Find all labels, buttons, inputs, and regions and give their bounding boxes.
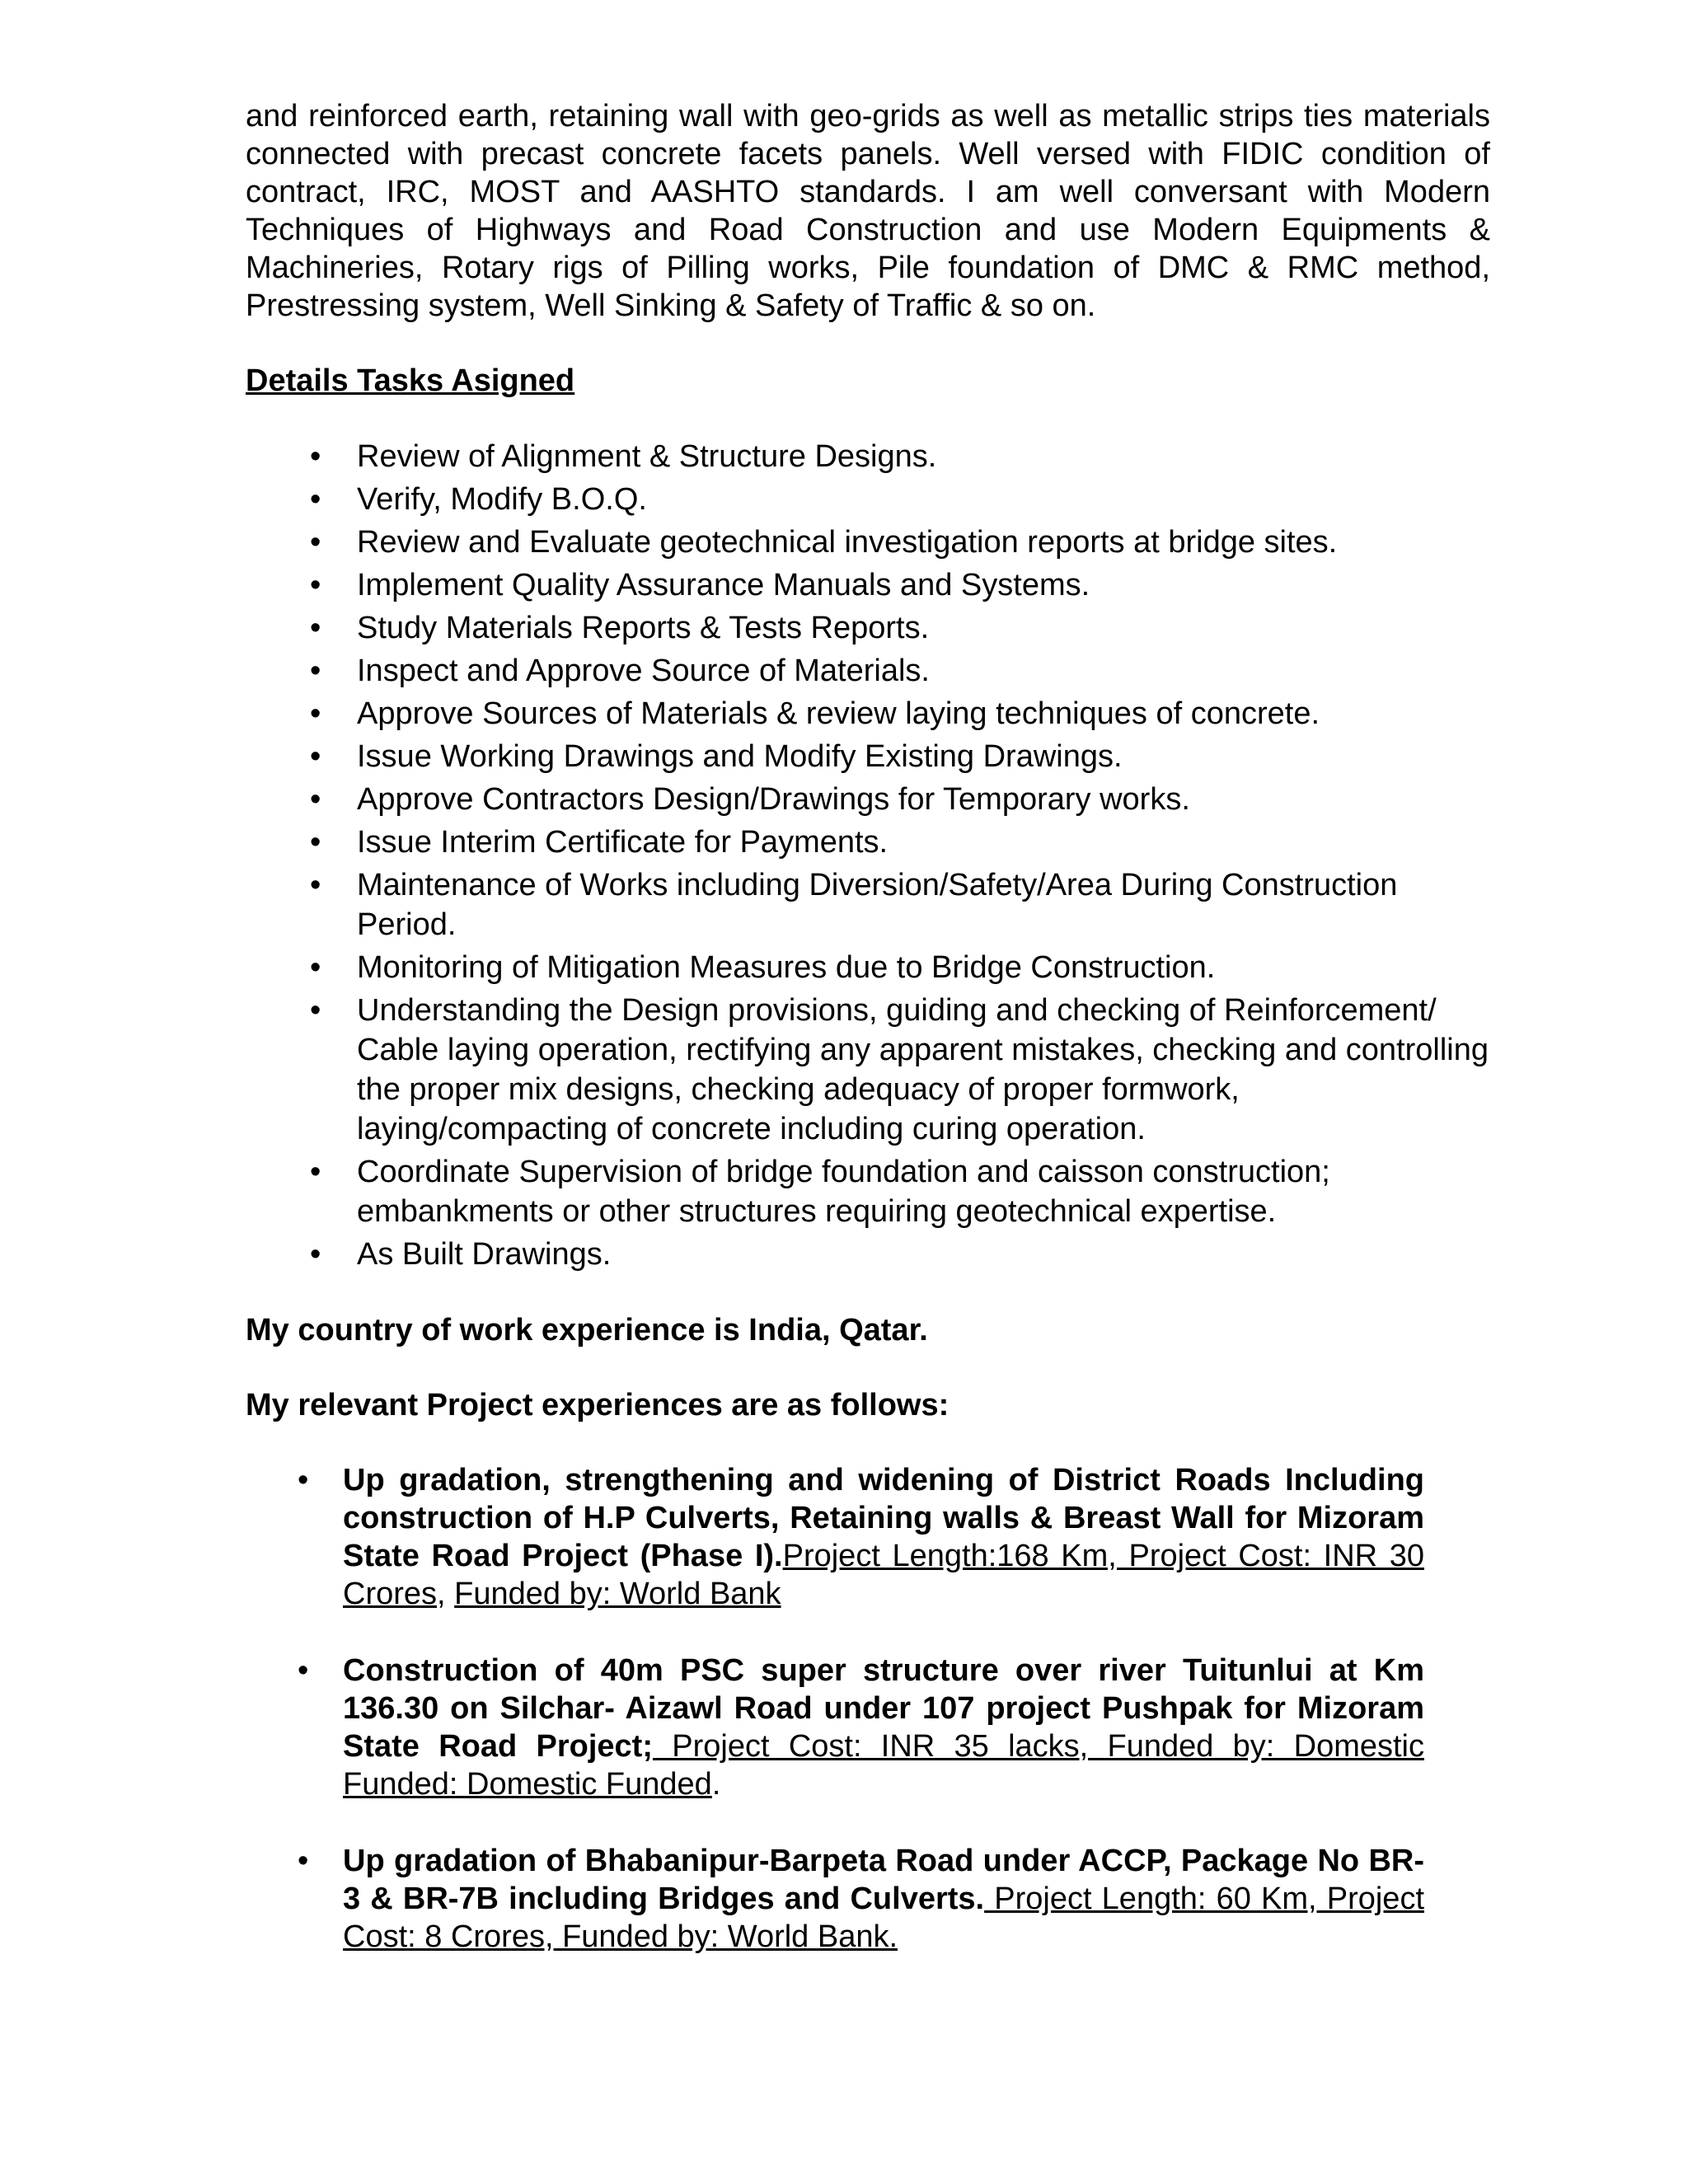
country-statement: My country of work experience is India, Qatar. <box>246 1313 928 1347</box>
bullet-icon: • <box>310 950 321 985</box>
project-item <box>298 1461 1424 1613</box>
task-text: Approve Sources of Materials & review laying techniques of concrete. <box>357 696 1320 731</box>
project-title: Up gradation, strengthening and widening of District Roads Including construction of H.P Culverts, Retaining walls & Breast Wall for Mizoram State Road Project (Phase I). <box>343 1463 1424 1573</box>
bullet-icon: • <box>310 696 321 731</box>
list-item <box>310 651 1490 691</box>
bullet-icon: • <box>298 1653 309 1688</box>
project-separator: , <box>437 1577 455 1611</box>
bullet-icon: • <box>310 1155 321 1189</box>
list-item <box>310 608 1490 648</box>
list-item <box>310 523 1490 562</box>
project-item <box>298 1652 1424 1803</box>
bullet-icon: • <box>310 739 321 774</box>
bullet-icon: • <box>310 1237 321 1272</box>
list-item <box>310 865 1490 944</box>
tasks-list <box>246 437 1490 1274</box>
projects-heading: My relevant Project experiences are as follows: <box>246 1388 950 1422</box>
bullet-icon: • <box>310 868 321 902</box>
task-text: Coordinate Supervision of bridge foundation and caisson construction; embankments or other structures requiring geotechnical expertise. <box>357 1155 1330 1229</box>
bullet-icon: • <box>298 1844 309 1878</box>
list-item <box>310 823 1490 862</box>
project-details: Project Cost: INR 35 lacks, Funded by: Domestic Funded: Domestic Funded <box>343 1729 1424 1802</box>
bullet-icon: • <box>310 782 321 817</box>
bullet-icon: • <box>310 611 321 645</box>
task-text: Understanding the Design provisions, guiding and checking of Reinforcement/ Cable laying operation, rectifying any apparent mistakes, checking and controlling the proper mix designs, checking adequacy of proper formwork, laying/compacting of concrete including curing operation. <box>357 993 1489 1146</box>
bullet-icon: • <box>310 568 321 602</box>
list-item <box>310 991 1490 1149</box>
list-item <box>310 1152 1490 1231</box>
list-item <box>310 480 1490 519</box>
list-item <box>310 437 1490 476</box>
bullet-icon: • <box>310 525 321 560</box>
list-item <box>310 780 1490 819</box>
task-text: Verify, Modify B.O.Q. <box>357 482 647 517</box>
task-text: Issue Interim Certificate for Payments. <box>357 825 889 860</box>
bullet-icon: • <box>310 654 321 688</box>
project-title: Construction of 40m PSC super structure over river Tuitunlui at Km 136.30 on Silchar- Aizawl Road under 107 project Pushpak for Mizoram State Road Project; <box>343 1653 1424 1764</box>
task-text: Study Materials Reports & Tests Reports. <box>357 611 930 645</box>
task-text: Implement Quality Assurance Manuals and Systems. <box>357 568 1090 602</box>
list-item <box>310 565 1490 605</box>
bullet-icon: • <box>310 482 321 517</box>
bullet-icon: • <box>310 825 321 860</box>
task-text: Inspect and Approve Source of Materials. <box>357 654 930 688</box>
task-text: As Built Drawings. <box>357 1237 612 1272</box>
project-details: Project Length:168 Km, Project Cost: INR 30 Crores <box>343 1539 1424 1611</box>
list-item <box>310 737 1490 776</box>
intro-paragraph: and reinforced earth, retaining wall with geo-grids as well as metallic strips ties materials connected with precast concrete facets panels. Well versed with FIDIC condition of contract, IRC, MOST and AASHTO standards. I am well conversant with Modern Techniques of Highways and Road Construction and use Modern Equipments & Machineries, Rotary rigs of Pilling works, Pile foundation of DMC & RMC method, Prestressing system, Well Sinking & Safety of Traffic & so on. <box>246 99 1490 323</box>
task-text: Monitoring of Mitigation Measures due to Bridge Construction. <box>357 950 1216 985</box>
task-text: Review and Evaluate geotechnical investigation reports at bridge sites. <box>357 525 1338 560</box>
tasks-heading: Details Tasks Asigned <box>246 363 575 398</box>
bullet-icon: • <box>310 993 321 1028</box>
project-details: Project Length: 60 Km, Project Cost: 8 Crores, Funded by: World Bank. <box>343 1882 1424 1954</box>
project-title: Up gradation of Bhabanipur-Barpeta Road under ACCP, Package No BR-3 & BR-7B including Bridges and Culverts. <box>343 1844 1424 1916</box>
bullet-icon: • <box>298 1463 309 1497</box>
task-text: Approve Contractors Design/Drawings for Temporary works. <box>357 782 1190 817</box>
list-item <box>310 948 1490 987</box>
task-text: Maintenance of Works including Diversion/Safety/Area During Construction Period. <box>357 868 1398 942</box>
bullet-icon: • <box>310 439 321 474</box>
task-text: Issue Working Drawings and Modify Existing Drawings. <box>357 739 1123 774</box>
project-trailing: . <box>711 1767 721 1802</box>
projects-list <box>246 1461 1424 1956</box>
task-text: Review of Alignment & Structure Designs. <box>357 439 937 474</box>
project-funding: Funded by: World Bank <box>454 1577 781 1611</box>
document-page <box>246 97 1490 1994</box>
list-item <box>310 1235 1490 1274</box>
list-item <box>310 694 1490 733</box>
project-item <box>298 1842 1424 1956</box>
